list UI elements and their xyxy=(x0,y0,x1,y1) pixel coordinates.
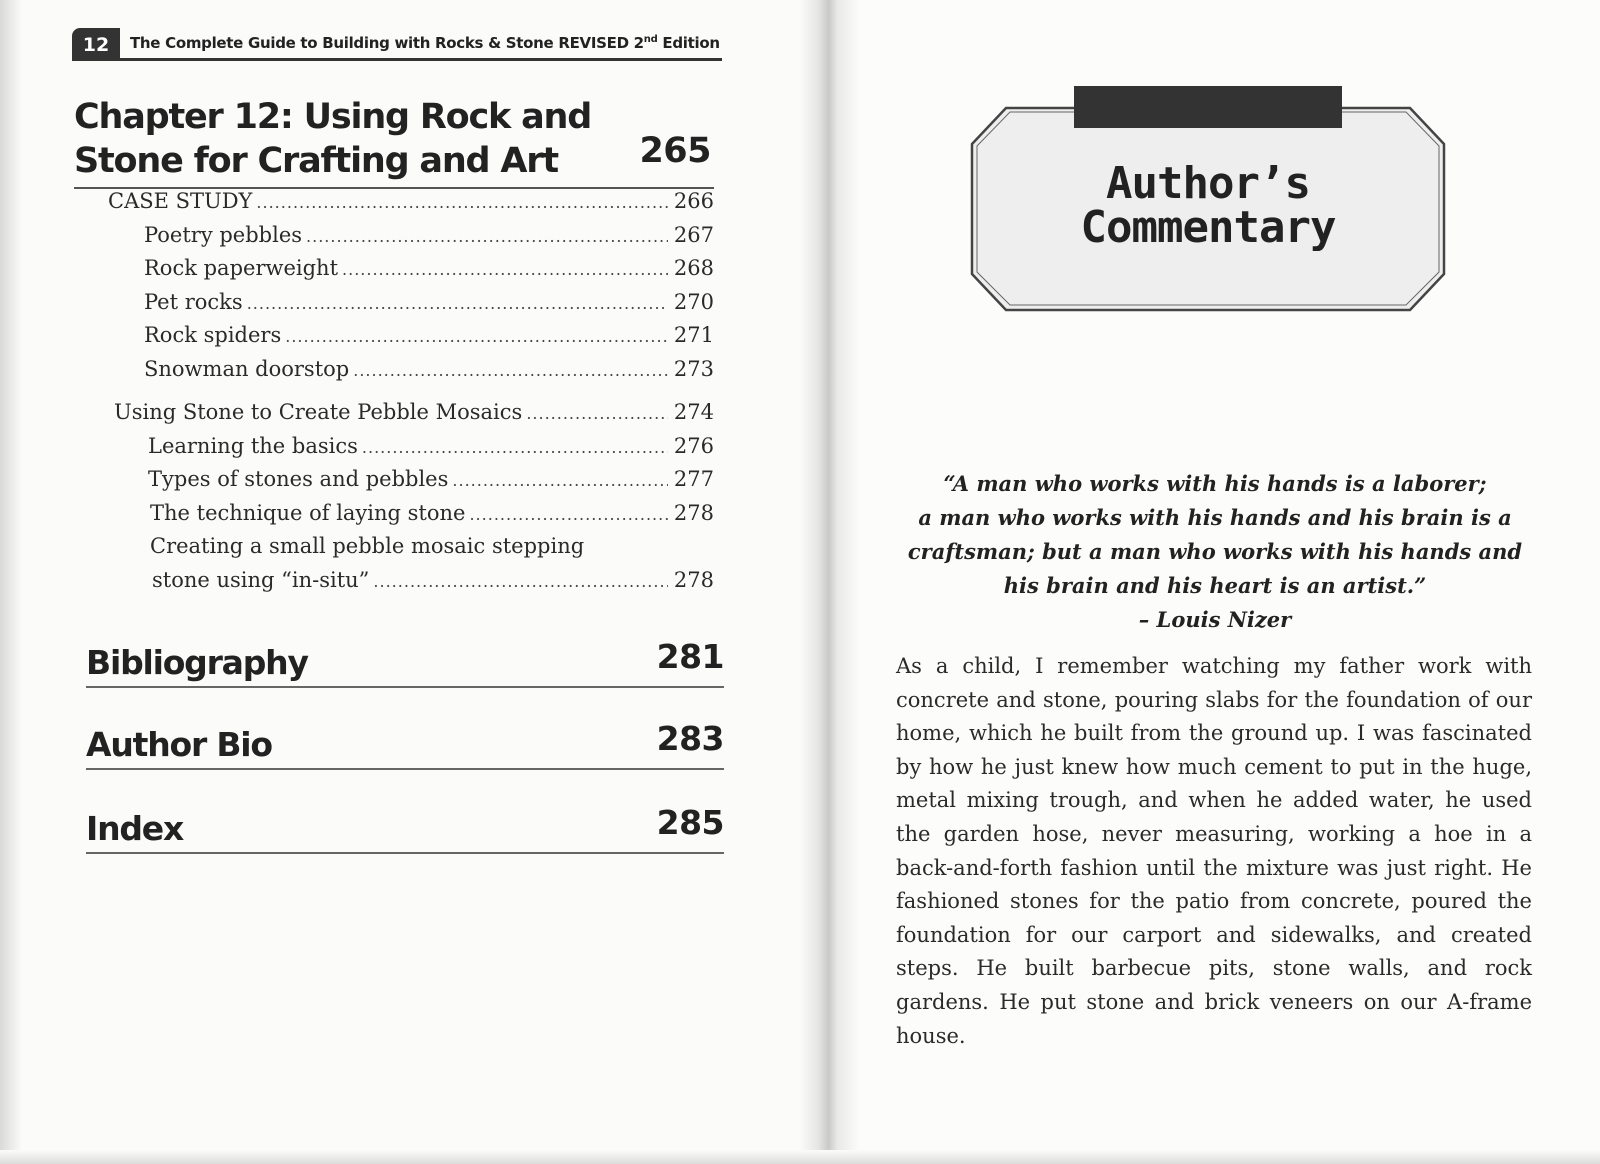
toc-entry-page: 278 xyxy=(673,567,714,592)
toc-spacer xyxy=(74,386,714,396)
section-rule xyxy=(86,852,724,854)
chapter-heading[interactable] xyxy=(74,95,719,189)
epigraph-quote xyxy=(895,467,1535,637)
badge-title-line2: Commentary xyxy=(1080,202,1336,253)
toc-entry-label: Poetry pebbles xyxy=(144,222,303,247)
toc-entry-page: 277 xyxy=(673,467,714,491)
leader-dots xyxy=(452,464,668,498)
quote-attribution: – Louis Nizer xyxy=(1138,607,1292,632)
toc-entry-page: 270 xyxy=(673,289,714,314)
badge-top-bar xyxy=(1074,86,1342,128)
badge-title xyxy=(970,158,1446,253)
toc-list xyxy=(74,185,714,597)
quote-line: his brain and his heart is an artist.” xyxy=(1003,573,1427,598)
toc-entry-label-line1[interactable]: Creating a small pebble mosaic stepping xyxy=(150,534,585,558)
toc-entry-label: CASE STUDY xyxy=(108,189,253,213)
toc-entry[interactable] xyxy=(74,564,714,598)
toc-entry-page: 274 xyxy=(673,400,714,424)
leader-dots xyxy=(353,354,668,388)
toc-entry[interactable] xyxy=(74,319,714,353)
section-page-number: 285 xyxy=(656,803,724,842)
section-rule xyxy=(86,768,724,770)
section-author-bio[interactable] xyxy=(86,718,724,770)
chapter-page-number: 265 xyxy=(639,131,711,171)
toc-entry[interactable] xyxy=(74,286,714,320)
toc-entry[interactable] xyxy=(74,219,714,253)
toc-entry-label: Using Stone to Create Pebble Mosaics xyxy=(114,400,523,424)
section-rule xyxy=(86,686,724,688)
quote-line: “A man who works with his hands is a laborer; xyxy=(943,471,1487,496)
authors-commentary-badge xyxy=(970,86,1446,314)
toc-entry-page: 276 xyxy=(673,433,714,458)
book-title xyxy=(130,34,720,52)
page-number-tab: 12 xyxy=(72,28,120,60)
toc-entry[interactable] xyxy=(74,252,714,286)
leader-dots xyxy=(469,498,668,532)
quote-line: a man who works with his hands and his brain is a xyxy=(918,505,1512,530)
leader-dots xyxy=(362,431,668,465)
toc-entry[interactable] xyxy=(74,497,714,531)
toc-entry-label: Learning the basics xyxy=(148,433,358,458)
toc-entry-label: Pet rocks xyxy=(144,289,243,314)
leader-dots xyxy=(373,565,668,599)
body-paragraph: As a child, I remember watching my father work with concrete and stone, pouring slabs for the foundation of our home, which he built from the ground up. I was fascinated by how he just knew how much cement to put in the huge, metal mixing trough, and when he added water, he used the garden hose, never measuring, working a hoe in a back-and-forth fashion until the mixture was just right. He fashioned stones for the patio from concrete, poured the foundation for our carport and sidewalks, and created steps. He built barbecue pits, stone walls, and rock gardens. He put stone and brick veneers on our A-frame house. xyxy=(896,654,1532,1048)
toc-entry-label: Types of stones and pebbles xyxy=(148,467,449,491)
toc-entry-page: 273 xyxy=(673,356,714,381)
leader-dots xyxy=(306,220,668,254)
running-header xyxy=(72,24,722,60)
leader-dots xyxy=(526,397,668,431)
chapter-title: Chapter 12: Using Rock and Stone for Crafting and Art xyxy=(74,97,592,181)
page-edge-shadow xyxy=(0,0,22,1164)
toc-entry-label: Rock spiders xyxy=(144,323,282,347)
book-gutter xyxy=(800,0,860,1164)
section-bibliography[interactable] xyxy=(86,636,724,688)
leader-dots xyxy=(342,253,668,287)
leader-dots xyxy=(256,186,668,220)
toc-entry[interactable] xyxy=(74,463,714,497)
badge-title-line1: Author’s xyxy=(1106,158,1310,209)
section-page-number: 283 xyxy=(656,719,724,758)
toc-entry-label: Snowman doorstop xyxy=(144,356,350,381)
section-title: Index xyxy=(86,809,184,848)
section-title: Author Bio xyxy=(86,725,272,764)
toc-entry[interactable] xyxy=(74,185,714,219)
section-page-number: 281 xyxy=(656,637,724,676)
edition-superscript: nd xyxy=(643,34,658,45)
toc-entry-page: 268 xyxy=(673,256,714,280)
book-title-text: The Complete Guide to Building with Rocks & Stone REVISED 2 xyxy=(130,34,644,52)
toc-entry-page: 267 xyxy=(673,222,714,247)
toc-entry[interactable] xyxy=(74,430,714,464)
section-index[interactable] xyxy=(86,802,724,854)
edition-word: Edition xyxy=(657,34,720,52)
leader-dots xyxy=(247,287,668,321)
quote-line: craftsman; but a man who works with his hands and xyxy=(907,539,1523,564)
toc-entry-label: Rock paperweight xyxy=(144,256,339,280)
toc-entry-page: 278 xyxy=(673,500,714,525)
page-bottom-shadow xyxy=(0,1150,1600,1164)
toc-entry-label-line2: stone using “in-situ” xyxy=(152,567,370,592)
toc-entry-label: The technique of laying stone xyxy=(150,500,466,525)
toc-entry-page: 271 xyxy=(673,323,714,347)
toc-entry[interactable] xyxy=(74,396,714,430)
toc-entry[interactable] xyxy=(74,353,714,387)
section-title: Bibliography xyxy=(86,643,308,682)
header-rule xyxy=(72,58,722,61)
toc-entry-page: 266 xyxy=(673,189,714,213)
leader-dots xyxy=(285,320,668,354)
